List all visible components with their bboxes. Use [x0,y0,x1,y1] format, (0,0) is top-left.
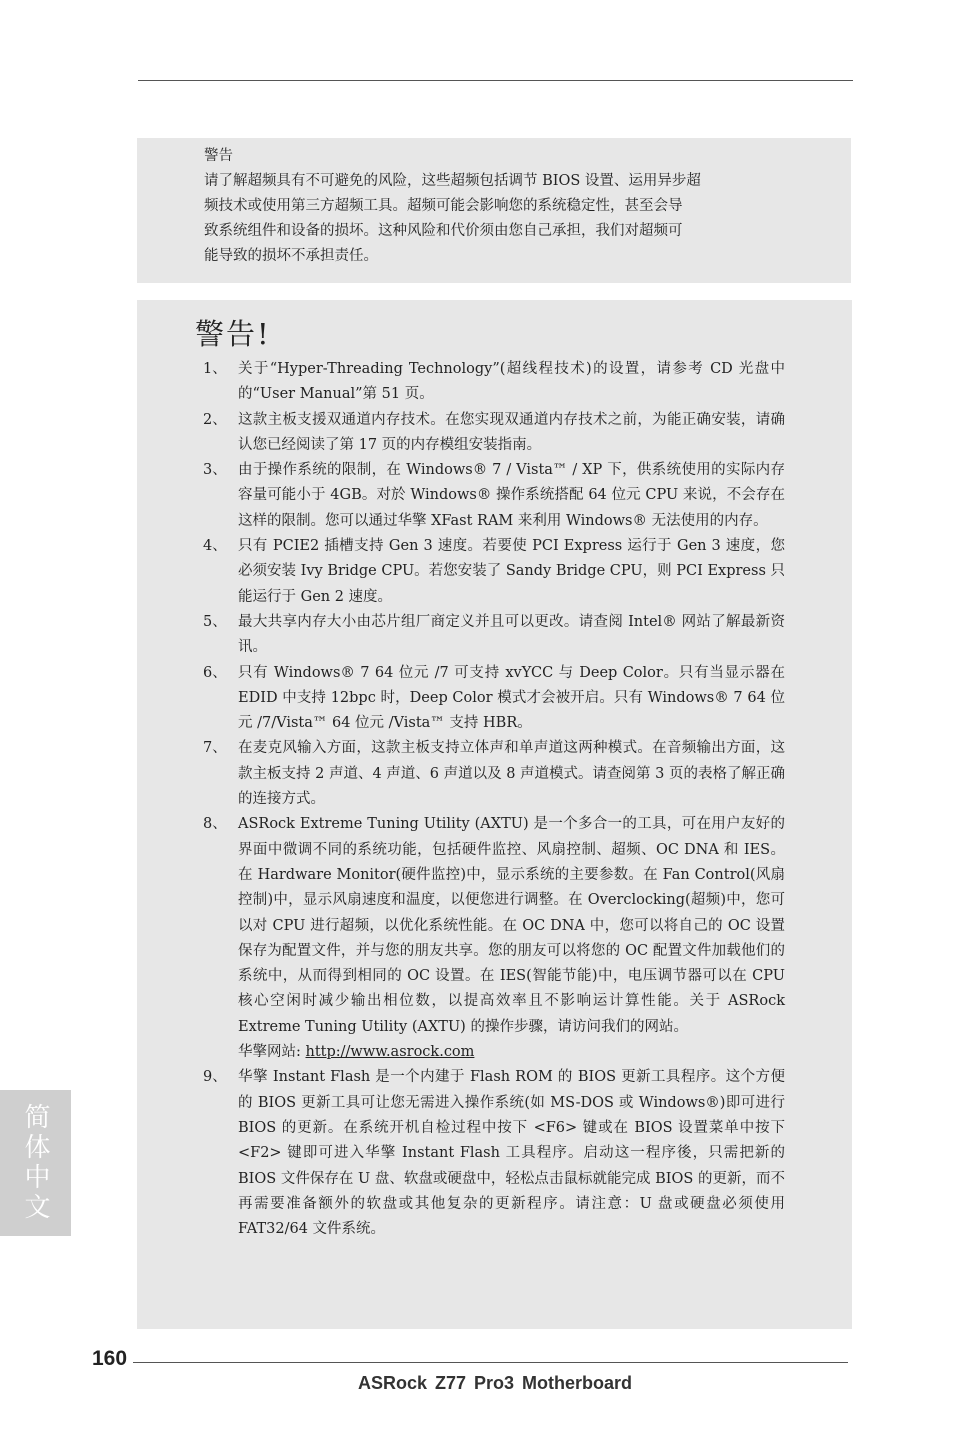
list-item [203,661,785,737]
item-number: 5、 [203,613,227,630]
warning-box-title: 警告 [204,148,233,164]
warning-box-line: 能导致的损坏不承担责任。 [204,248,378,264]
list-item [203,1065,785,1242]
item-text: 只有 Windows® 7 64 位元 /7 可支持 xvYCC 与 Deep Color。只有当显示器在 EDID 中支持 12bpc 时，Deep Color 模式才会被开启。只有 Windows® 7 64 位元 /7/Vista™ 64 位元 /Vista™ 支持 HBR。 [238,664,785,732]
item-text: 关于“Hyper-Threading Technology”(超线程技术)的设置，请参考 CD 光盘中的“User Manual”第 51 页。 [238,361,785,403]
item-number: 7、 [203,740,227,757]
language-side-tab [0,1090,71,1236]
list-item [203,458,785,534]
notes-title: 警告! [195,317,271,351]
asrock-website-link[interactable]: http://www.asrock.com [305,1044,475,1061]
list-item [203,812,785,1065]
item-text: 最大共享内存大小由芯片组厂商定义并且可以更改。请查阅 Intel® 网站了解最新资讯。 [238,613,785,656]
item-number: 4、 [203,538,227,555]
item-number: 3、 [203,462,227,479]
item-number: 2、 [203,411,227,428]
website-label: 华擎网站: [238,1044,306,1061]
item-number: 8、 [203,816,227,833]
top-divider [138,80,853,81]
notes-list [203,357,785,1242]
page-number: 160 [92,1347,128,1370]
list-item [203,357,785,408]
item-number: 6、 [203,664,227,681]
list-item [203,408,785,459]
warning-box-line: 请了解超频具有不可避免的风险，这些超频包括调节 BIOS 设置、运用异步超 [204,173,701,189]
warning-box-line: 频技术或使用第三方超频工具。超频可能会影响您的系统稳定性，甚至会导 [204,198,683,214]
list-item [203,736,785,812]
item-number: 9、 [203,1069,227,1086]
item-number: 1、 [203,361,227,377]
overclock-warning-box [137,138,851,283]
list-item [203,610,785,661]
item-text: 在麦克风输入方面，这款主板支持立体声和单声道这两种模式。在音频输出方面，这款主板支持 2 声道、4 声道、6 声道以及 8 声道模式。请查阅第 3 页的表格了解正确的连接方式。 [238,740,785,808]
bottom-divider [133,1362,848,1363]
item-text: 这款主板支援双通道内存技术。在您实现双通道内存技术之前，为能正确安装，请确认您已经阅读了第 17 页的内存模组安装指南。 [238,411,785,453]
list-item [203,534,785,610]
notes-box [137,300,852,1329]
footer-title: ASRock Z77 Pro3 Motherboard [358,1373,633,1393]
item-text: 华擎 Instant Flash 是一个内建于 Flash ROM 的 BIOS 更新工具程序。这个方便的 BIOS 更新工具可让您无需进入操作系统(如 MS-DOS 或 Windows®)即可进行 BIOS 的更新。在系统开机自检过程中按下 <F6> 键或在 BIOS 设置菜单中按下 <F2> 键即可进入华擎 Instant Flash 工具程序。启动这一程序後，只需把新的 BIOS 文件保存在 U 盘、软盘或硬盘中，轻松点击鼠标就能完成 BIOS 的更新，而不再需要准备额外的软盘或其他复杂的更新程序。请注意：U 盘或硬盘必须使用 FAT32/64 文件系统。 [238,1069,785,1238]
item-text: 由于操作系统的限制，在 Windows® 7 / Vista™ / XP 下，供系统使用的实际内存容量可能小于 4GB。对於 Windows® 操作系统搭配 64 位元 CPU 来说，不会存在这样的限制。您可以通过华擎 XFast RAM 来利用 Windows® 无法使用的内存。 [238,462,785,529]
item-text: 只有 PCIE2 插槽支持 Gen 3 速度。若要使 PCI Express 运行于 Gen 3 速度，您必须安装 Ivy Bridge CPU。若您安装了 Sandy Bridge CPU，则 PCI Express 只能运行于 Gen 2 速度。 [238,538,785,605]
language-tab-label: 简体中文 [20,1103,50,1223]
warning-box-line: 致系统组件和设备的损坏。这种风险和代价须由您自己承担，我们对超频可 [204,223,683,239]
item-text: ASRock Extreme Tuning Utility (AXTU) 是一个多合一的工具，可在用户友好的界面中微调不同的系统功能，包括硬件监控、风扇控制、超频、OC DNA 和 IES。在 Hardware Monitor(硬件监控)中，显示系统的主要参数。在 Fan Control(风扇控制)中，显示风扇速度和温度，以便您进行调整。在 Overclocking(超频)中，您可以对 CPU 进行超频，以优化系统性能。在 OC DNA 中，您可以将自己的 OC 设置保存为配置文件，并与您的朋友共享。您的朋友可以将您的 OC 配置文件加载他们的系统中，从而得到相同的 OC 设置。在 IES(智能节能)中，电压调节器可以在 CPU 核心空闲时减少输出相位数，以提高效率且不影响运计算性能。关于 ASRock Extreme Tuning Utility (AXTU) 的操作步骤，请访问我们的网站。 [238,816,785,1035]
